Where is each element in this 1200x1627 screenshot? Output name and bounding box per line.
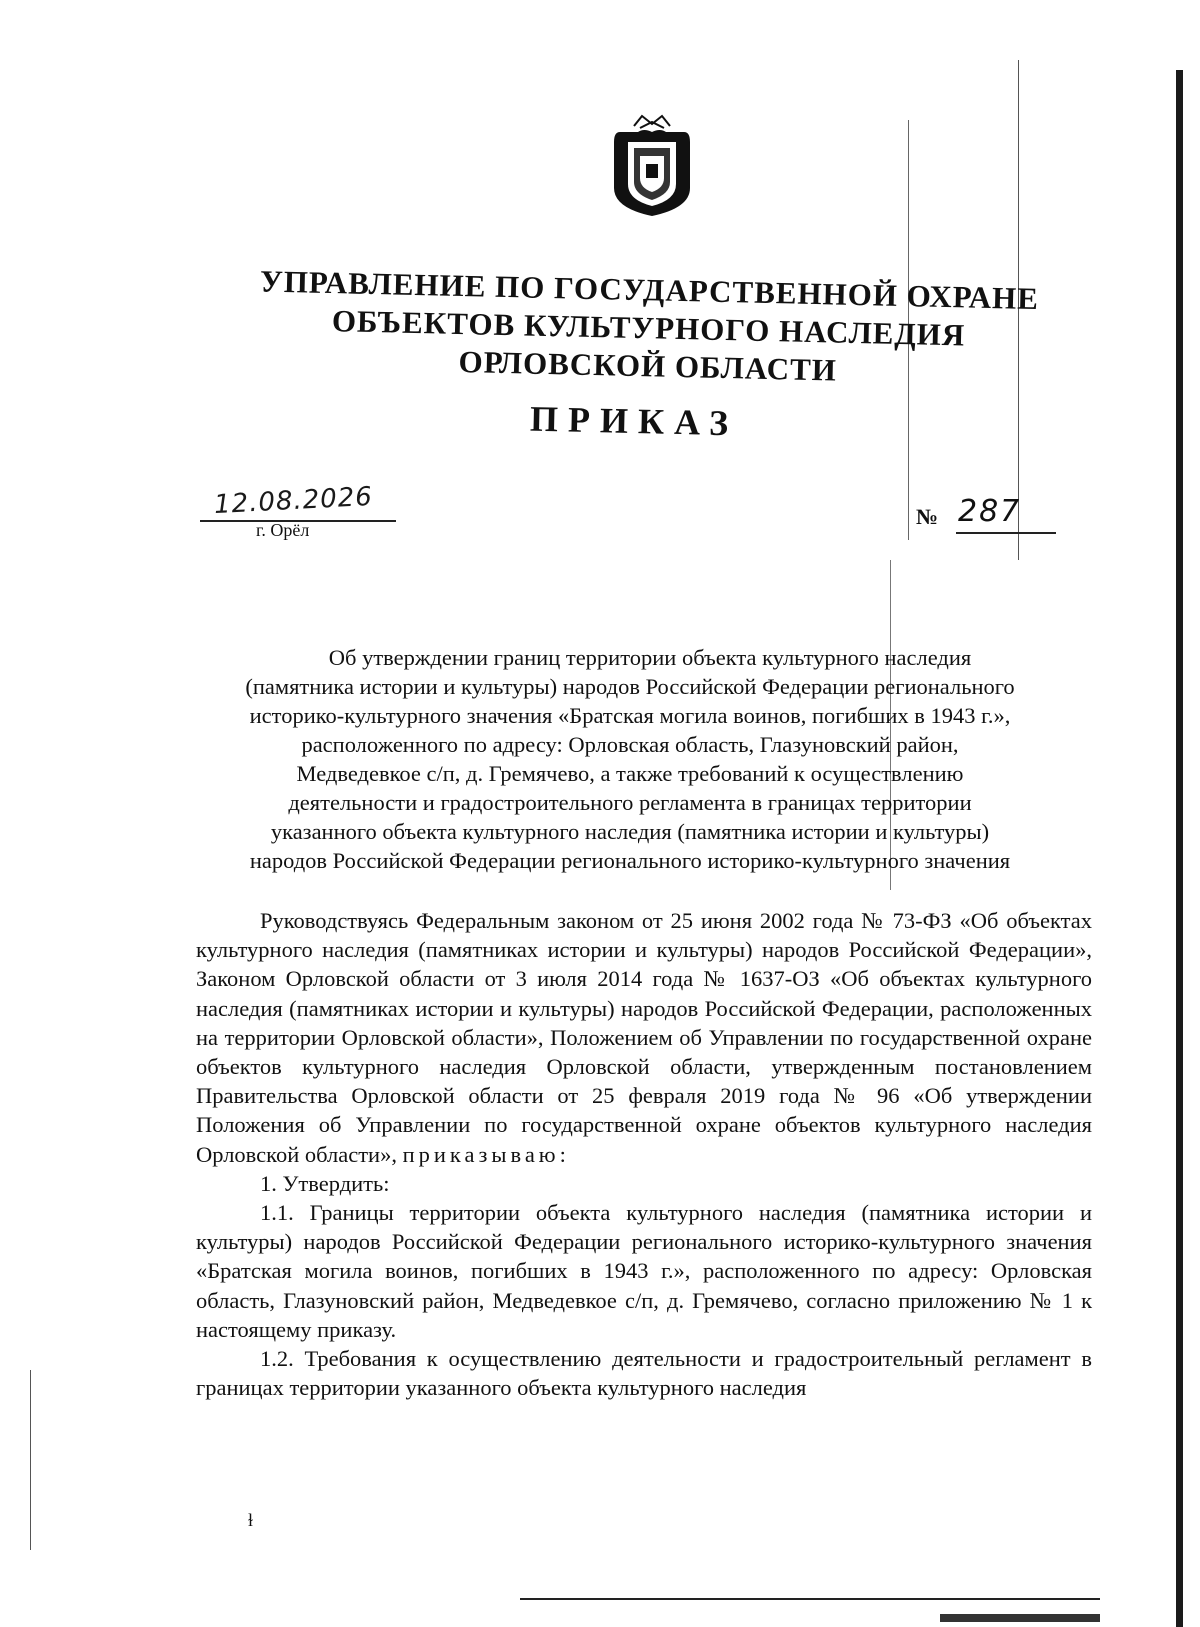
order-number-block (916, 494, 1056, 540)
org-line-2: ОБЪЕКТОВ КУЛЬТУРНОГО НАСЛЕДИЯ (331, 303, 966, 353)
preamble-text: Руководствуясь Федеральным законом от 25 июня 2002 года № 73-ФЗ «Об объектах культурного наследия (памятниках истории и культуры) народов Российской Федерации», Законом Орловской области от 3 июля 2014 года № 1637-ОЗ «Об объектах культурного наследия (памятниках истории и культуры) народов Российской Федерации, расположенных на территории Орловской области», Положением об Управлении по государственной охране объектов культурного наследия Орловской области, утвержденным постановлением Правительства Орловской области от 25 февраля 2019 года № 96 «Об утверждении Положения об Управлении по государственной охране объектов культурного наследия Орловской области», (196, 908, 1092, 1167)
subject-line: указанного объекта культурного наследия (памятника истории и культуры) (270, 819, 990, 844)
item-1: 1. Утвердить: (260, 1170, 390, 1196)
city-label: г. Орёл (256, 520, 310, 540)
item-1-1: 1.1. Границы территории объекта культурного наследия (памятника истории и культуры) народов Российской Федерации регионального историко-культурного значения «Братская могила воинов, погибших в 1943 г.», расположенного по адресу: Орловская область, Глазуновский район, Медведевкое с/п, д. Гремячево, согласно приложению № 1 к настоящему приказу. (196, 1200, 1092, 1342)
subject-line: народов Российской Федерации регионального историко-культурного значения (249, 848, 1011, 873)
scan-artifact-bottom (940, 1614, 1100, 1622)
handwritten-number: 287 (958, 494, 1022, 529)
order-body (196, 906, 1092, 1402)
scan-artifact-line (30, 1370, 31, 1550)
subject-line: Об утверждении границ территории объекта культурного наследия (328, 645, 972, 670)
subject-line: Медведевкое с/п, д. Гремячево, а также требований к осуществлению (296, 761, 964, 786)
coat-of-arms-emblem (604, 112, 700, 220)
number-sign: № (916, 504, 939, 529)
org-line-1: УПРАВЛЕНИЕ ПО ГОСУДАРСТВЕННОЙ ОХРАНЕ (259, 263, 1040, 317)
number-underline (956, 532, 1056, 534)
subject-line: (памятника истории и культуры) народов Российской Федерации регионального (245, 674, 1015, 699)
subject-line: деятельности и градостроительного регламента в границах территории (288, 790, 972, 815)
scan-artifact-right-edge (1176, 70, 1183, 1627)
preamble-paragraph (196, 906, 1092, 1169)
order-subject (180, 643, 1080, 875)
org-line-3: ОРЛОВСКОЙ ОБЛАСТИ (458, 343, 838, 388)
organization-name (237, 262, 1059, 395)
order-word: приказываю: (402, 1141, 570, 1167)
subject-line: расположенного по адресу: Орловская область, Глазуновский район, (301, 732, 959, 757)
scan-artifact-bottom (520, 1598, 1100, 1600)
handwritten-date: 12.08.2026 (213, 481, 374, 521)
document-type: ПРИКАЗ (529, 398, 739, 444)
subject-line: историко-культурного значения «Братская могила воинов, погибших в 1943 г.», (249, 703, 1011, 728)
footer-mark: ɫ (248, 1510, 254, 1530)
item-1-2: 1.2. Требования к осуществлению деятельности и градостроительный регламент в границах территории указанного объекта культурного наследия (196, 1346, 1092, 1401)
